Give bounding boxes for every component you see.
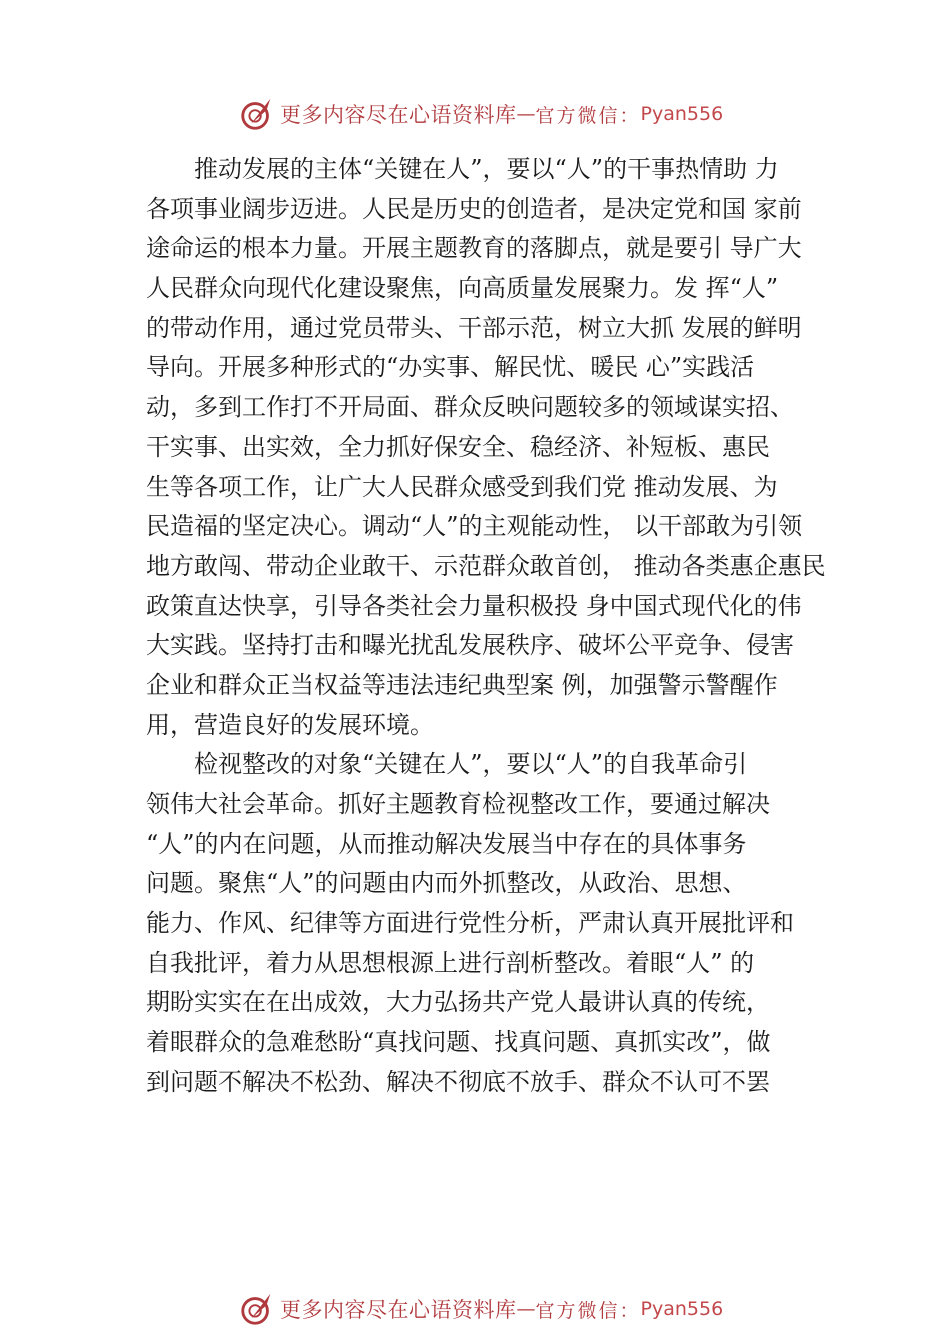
text-line: 期盼实实在在出成效，大力弘扬共产党人最讲认真的传统， — [146, 988, 770, 1017]
text-line: 企业和群众正当权益等违法违纪典型案 例，加强警示警醒作 — [146, 670, 778, 699]
text-line: 的带动作用，通过党员带头、干部示范，树立大抓 发展的鲜明 — [146, 313, 802, 342]
text-line: 地方敢闯、带动企业敢干、示范群众敢首创， 推动各类惠企惠民 — [146, 551, 826, 580]
text-line: 政策直达快享，引导各类社会力量积极投 身中国式现代化的伟 — [146, 591, 802, 620]
document-body — [146, 150, 836, 1103]
text-line: 自我批评，着力从思想根源上进行剖析整改。着眼“人” 的 — [146, 948, 755, 977]
banner-wechat-id: Pyan556 — [640, 1298, 724, 1320]
text-line: 推动发展的主体“关键在人”，要以“人”的干事热情助 力 — [194, 155, 779, 183]
text-line: 问题。聚焦“人”的问题由内而外抓整改，从政治、思想、 — [146, 869, 747, 898]
banner-title: 更多内容尽在心语资料库 — [280, 103, 517, 127]
banner-title: 更多内容尽在心语资料库 — [280, 1298, 517, 1322]
text-line: 动，多到工作打不开局面、群众反映问题较多的领域谋实招、 — [146, 393, 794, 422]
text-line: 领伟大社会革命。抓好主题教育检视整改工作，要通过解决 — [146, 790, 770, 818]
quill-logo-icon — [238, 1290, 276, 1328]
quill-logo-icon — [238, 95, 276, 133]
banner-separator: — — [516, 103, 536, 125]
text-line: “人”的内在问题，从而推动解决发展当中存在的具体事务 — [146, 829, 747, 858]
banner-wechat-id: Pyan556 — [640, 103, 724, 125]
header-banner — [238, 94, 758, 134]
text-line: 干实事、出实效，全力抓好保安全、稳经济、补短板、惠民 — [146, 432, 770, 461]
banner-separator: — — [516, 1298, 536, 1320]
banner-wechat-label: 官方微信： — [535, 104, 641, 127]
text-line: 人民群众向现代化建设聚焦，向高质量发展聚力。发 挥“人” — [146, 274, 779, 303]
text-line: 用，营造良好的发展环境。 — [146, 710, 434, 739]
text-line: 途命运的根本力量。开展主题教育的落脚点，就是要引 导广大 — [146, 234, 802, 263]
text-line: 各项事业阔步迈进。人民是历史的创造者，是决定党和国 家前 — [146, 194, 802, 223]
text-line: 着眼群众的急难愁盼“真找问题、找真问题、真抓实改”，做 — [146, 1028, 771, 1057]
text-line: 能力、作风、纪律等方面进行党性分析，严肃认真开展批评和 — [146, 909, 794, 938]
text-line: 生等各项工作，让广大人民群众感受到我们党 推动发展、为 — [146, 472, 778, 501]
text-line: 到问题不解决不松劲、解决不彻底不放手、群众不认可不罢 — [146, 1067, 770, 1096]
footer-banner — [238, 1289, 758, 1329]
banner-wechat-label: 官方微信： — [535, 1299, 641, 1322]
text-line: 导向。开展多种形式的“办实事、解民忧、暖民 心”实践活 — [146, 353, 755, 382]
text-line: 检视整改的对象“关键在人”，要以“人”的自我革命引 — [194, 750, 748, 779]
text-line: 民造福的坚定决心。调动“人”的主观能动性， 以干部敢为引领 — [146, 512, 803, 541]
text-line: 大实践。坚持打击和曝光扰乱发展秩序、破坏公平竞争、侵害 — [146, 631, 794, 660]
